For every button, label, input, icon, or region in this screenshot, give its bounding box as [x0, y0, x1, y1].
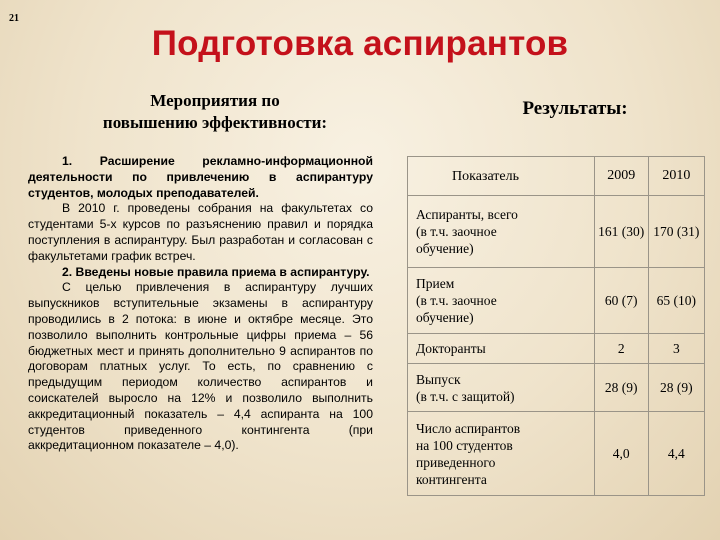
value-2010: 3	[648, 334, 704, 364]
indicator-cell	[408, 334, 595, 364]
indicator-line: Докторанты	[416, 341, 486, 356]
indicator-line: Прием	[416, 276, 455, 291]
value-2010: 170 (31)	[648, 196, 704, 268]
value-2009: 60 (7)	[594, 268, 648, 334]
value-2009: 28 (9)	[594, 364, 648, 412]
indicator-line: обучение)	[416, 310, 474, 325]
value-2009: 161 (30)	[594, 196, 648, 268]
indicator-cell	[408, 196, 595, 268]
indicator-cell	[408, 268, 595, 334]
page-title: Подготовка аспирантов	[151, 24, 569, 63]
measure-1-title-text: 1. Расширение рекламно-информационной деятельности по привлечению в аспирантуру студентов, молодых преподавателей.	[28, 154, 373, 200]
header-indicator: Показатель	[408, 157, 595, 196]
indicator-line: (в т.ч. заочное	[416, 293, 497, 308]
indicator-line: приведенного	[416, 454, 496, 470]
header-2010: 2010	[648, 157, 704, 196]
table-row	[408, 334, 705, 364]
value-2009: 4,0	[594, 412, 648, 496]
table-row	[408, 196, 705, 268]
indicator-cell	[408, 412, 595, 496]
measures-text	[28, 154, 373, 454]
measure-2-title-text: 2. Введены новые правила приема в аспирантуру.	[62, 264, 370, 279]
table-row	[408, 268, 705, 334]
indicator-line: обучение)	[416, 241, 474, 256]
indicator-line: Число аспирантов	[416, 420, 521, 436]
table-row	[408, 364, 705, 412]
measures-heading	[60, 90, 370, 134]
slide-number: 21	[9, 13, 19, 24]
measures-heading-line2: повышению эффективности:	[102, 113, 328, 132]
results-table-header	[408, 157, 705, 196]
measure-2-title	[28, 265, 373, 281]
measure-1-description: В 2010 г. проведены собрания на факультетах со студентами 5-х курсов по разъяснению правил и порядка поступления в аспирантуру. Был разработан и согласован с факультетами график встреч.	[28, 201, 373, 263]
value-2010: 4,4	[648, 412, 704, 496]
value-2010: 28 (9)	[648, 364, 704, 412]
indicator-line: на 100 студентов	[416, 437, 513, 453]
header-2009: 2009	[594, 157, 648, 196]
measures-heading-line1: Мероприятия по	[150, 91, 280, 110]
indicator-line: (в т.ч. с защитой)	[416, 388, 515, 404]
results-table	[407, 156, 705, 496]
results-heading: Результаты:	[522, 98, 628, 119]
measure-1-title	[28, 154, 373, 201]
value-2010: 65 (10)	[648, 268, 704, 334]
indicator-line: Аспиранты, всего	[416, 207, 518, 222]
table-row	[408, 412, 705, 496]
indicator-line: Выпуск	[416, 371, 461, 387]
value-2009: 2	[594, 334, 648, 364]
indicator-cell	[408, 364, 595, 412]
measure-2-description: С целью привлечения в аспирантуру лучших выпускников вступительные экзамены в аспирантуру проводились в 2 потока: в июне и октябре месяце. Это позволило выполнить контрольные цифры приема – 56 бюджетных мест и принять дополнительно 9 аспирантов по договорам платных услуг. То есть, по сравнению с предыдущим периодом количество аспирантов и соискателей выросло на 12% и позволило выполнить аккредитационный показатель – 4,4 аспиранта на 100 студентов приведенного контингента (при аккредитационном показателе – 4,0).	[28, 280, 373, 453]
indicator-line: (в т.ч. заочное	[416, 224, 497, 239]
indicator-line: контингента	[416, 471, 487, 487]
